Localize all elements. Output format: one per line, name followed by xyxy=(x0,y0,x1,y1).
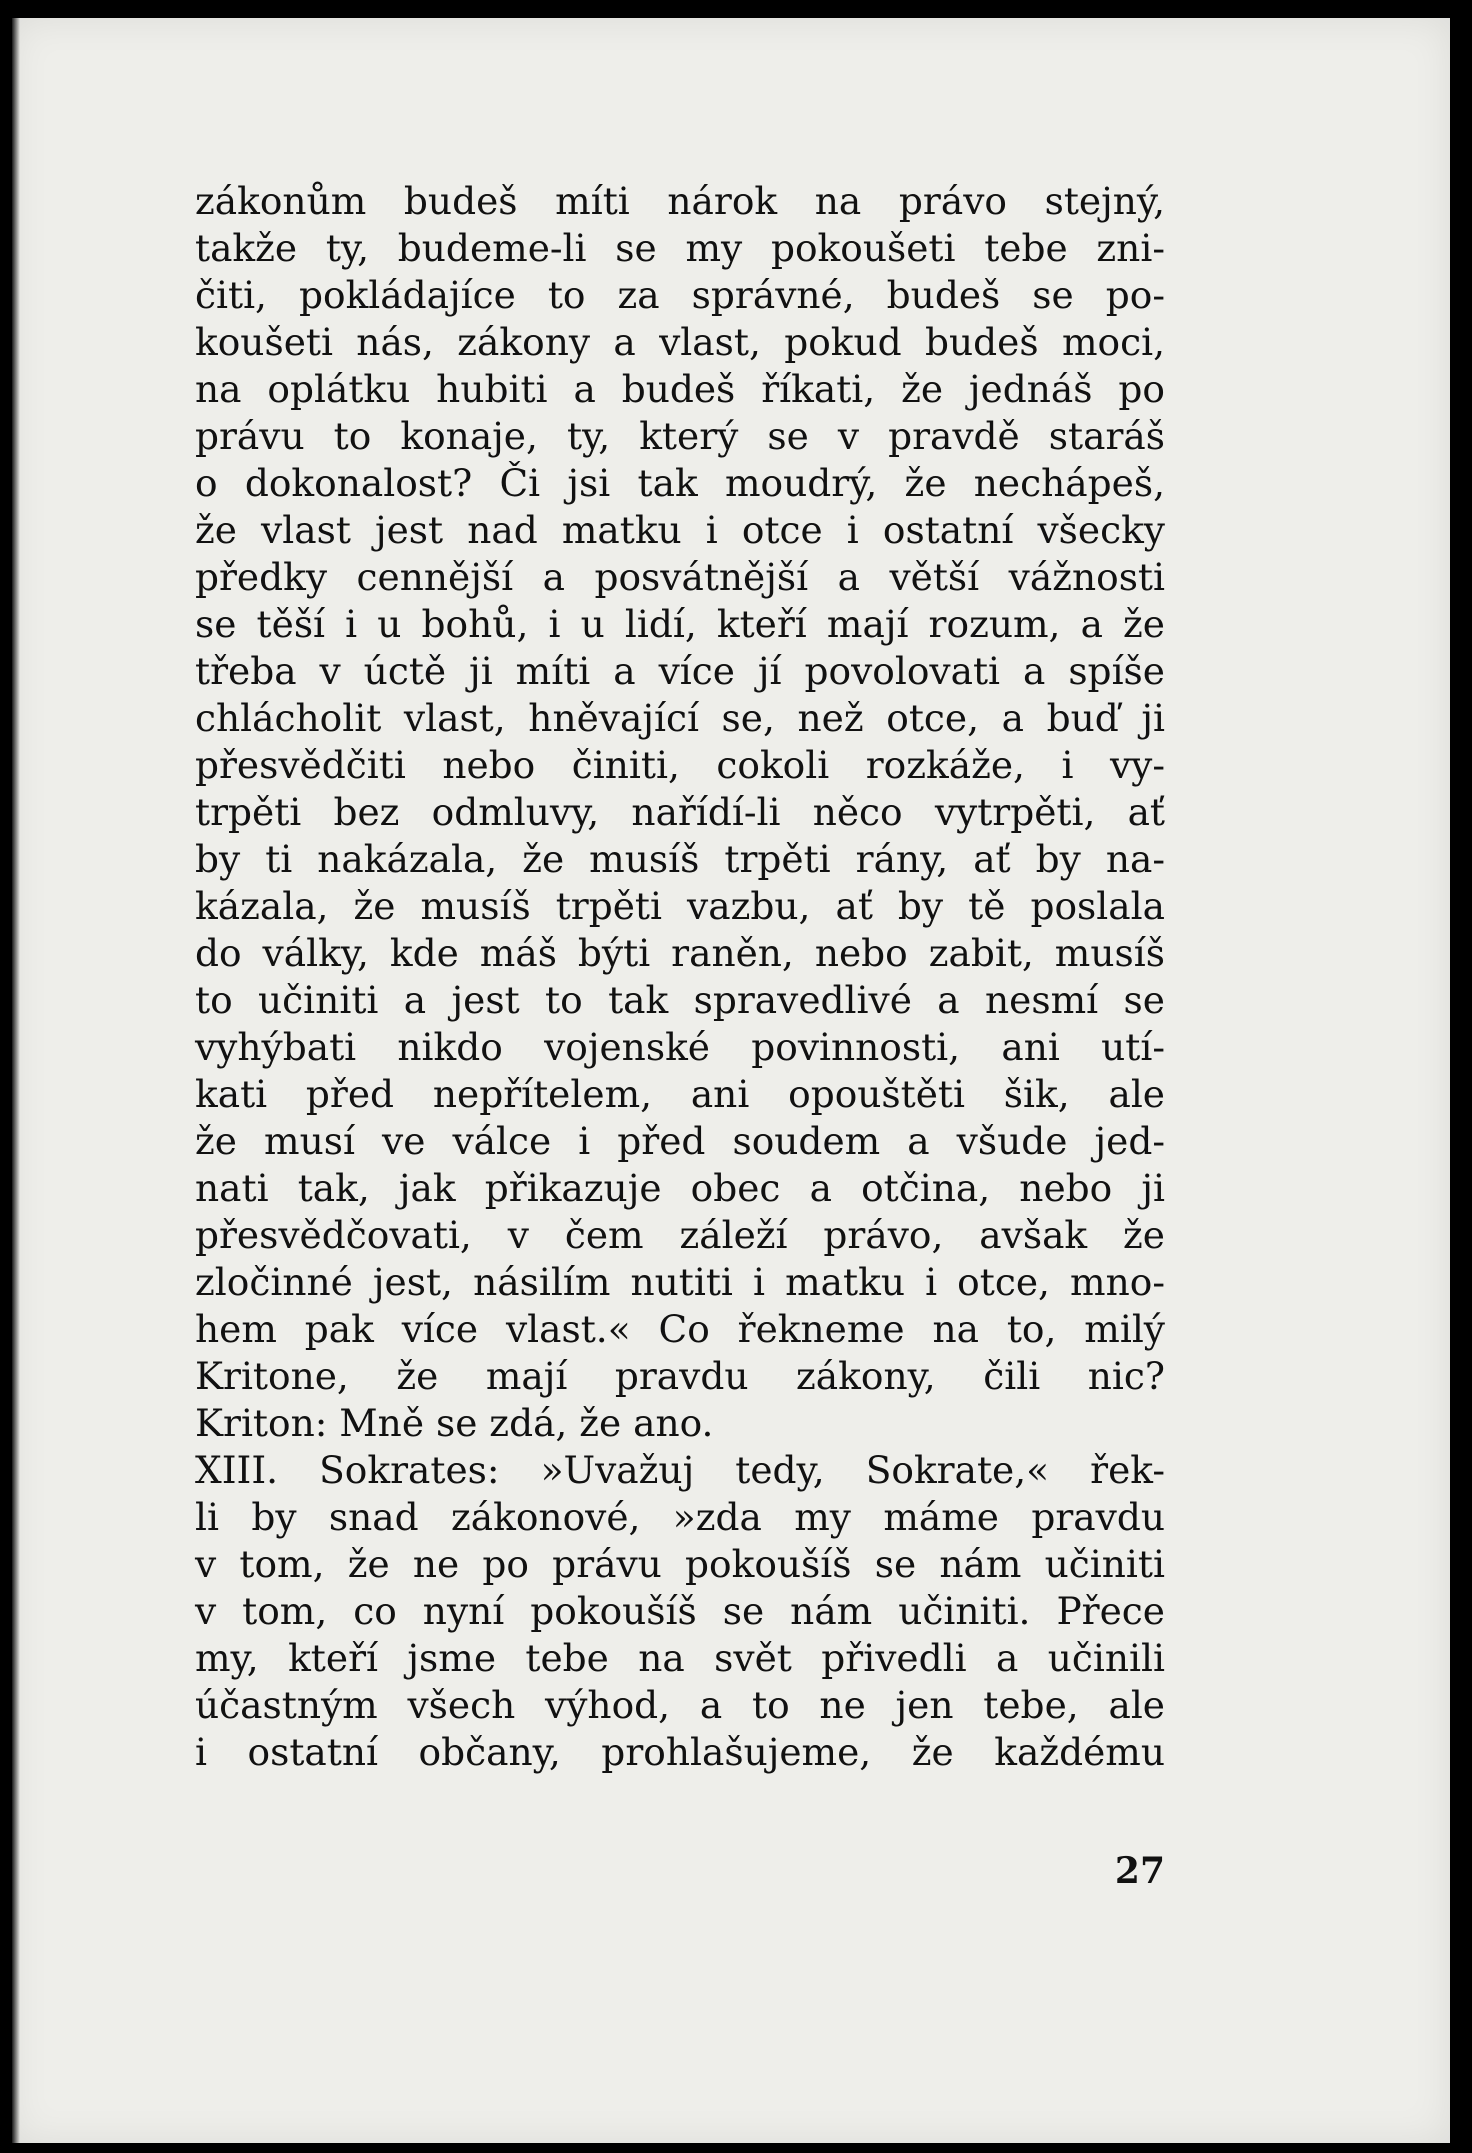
text-line: o dokonalost? Či jsi tak moudrý, že nechápeš, xyxy=(195,461,1165,505)
text-line: hem pak více vlast.« Co řekneme na to, milý xyxy=(195,1307,1165,1351)
text-line: Kriton: Mně se zdá, že ano. xyxy=(195,1401,714,1445)
page-number: 27 xyxy=(1114,1850,1165,1892)
text-line: kati před nepřítelem, ani opouštěti šik, ale xyxy=(195,1072,1165,1116)
text-line: trpěti bez odmluvy, nařídí-li něco vytrpěti, ať xyxy=(195,790,1165,834)
text-line: právu to konaje, ty, který se v pravdě staráš xyxy=(195,414,1165,458)
text-line: čiti, pokládajíce to za správné, budeš se po- xyxy=(195,273,1165,317)
text-line: na oplátku hubiti a budeš říkati, že jednáš po xyxy=(195,367,1165,411)
text-line: v tom, co nyní pokoušíš se nám učiniti. Přece xyxy=(195,1589,1165,1633)
body-text xyxy=(195,178,1165,1776)
text-line: by ti nakázala, že musíš trpěti rány, ať by na- xyxy=(195,837,1165,881)
text-line: že musí ve válce i před soudem a všude jed- xyxy=(195,1119,1165,1163)
text-line: my, kteří jsme tebe na svět přivedli a učinili xyxy=(195,1636,1165,1680)
text-line: takže ty, budeme-li se my pokoušeti tebe zni- xyxy=(195,226,1165,270)
text-line: koušeti nás, zákony a vlast, pokud budeš moci, xyxy=(195,320,1165,364)
text-line: nati tak, jak přikazuje obec a otčina, nebo ji xyxy=(195,1166,1165,1210)
text-line: to učiniti a jest to tak spravedlivé a nesmí se xyxy=(195,978,1165,1022)
text-line: li by snad zákonové, »zda my máme pravdu xyxy=(195,1495,1165,1539)
text-line: přesvědčiti nebo činiti, cokoli rozkáže, i vy- xyxy=(195,743,1165,787)
text-line: do války, kde máš býti raněn, nebo zabit, musíš xyxy=(195,931,1165,975)
text-line: vyhýbati nikdo vojenské povinnosti, ani utí- xyxy=(195,1025,1165,1069)
text-line: že vlast jest nad matku i otce i ostatní všecky xyxy=(195,508,1165,552)
text-line: třeba v úctě ji míti a více jí povolovati a spíše xyxy=(195,649,1165,693)
text-line: i ostatní občany, prohlašujeme, že každému xyxy=(195,1730,1165,1774)
text-line: se těší i u bohů, i u lidí, kteří mají rozum, a že xyxy=(195,602,1165,646)
page-edge-shadow xyxy=(12,18,20,2143)
text-line: zákonům budeš míti nárok na právo stejný, xyxy=(195,179,1165,223)
text-line: v tom, že ne po právu pokoušíš se nám učiniti xyxy=(195,1542,1165,1586)
text-line: XIII. Sokrates: »Uvažuj tedy, Sokrate,« řek- xyxy=(195,1448,1165,1492)
text-line: chlácholit vlast, hněvající se, než otce, a buď ji xyxy=(195,696,1165,740)
text-line: předky cennější a posvátnější a větší vážnosti xyxy=(195,555,1165,599)
text-line: účastným všech výhod, a to ne jen tebe, ale xyxy=(195,1683,1165,1727)
text-line: zločinné jest, násilím nutiti i matku i otce, mno- xyxy=(195,1260,1165,1304)
text-line: kázala, že musíš trpěti vazbu, ať by tě poslala xyxy=(195,884,1165,928)
text-line: Kritone, že mají pravdu zákony, čili nic? xyxy=(195,1354,1165,1398)
text-line: přesvědčovati, v čem záleží právo, avšak že xyxy=(195,1213,1165,1257)
